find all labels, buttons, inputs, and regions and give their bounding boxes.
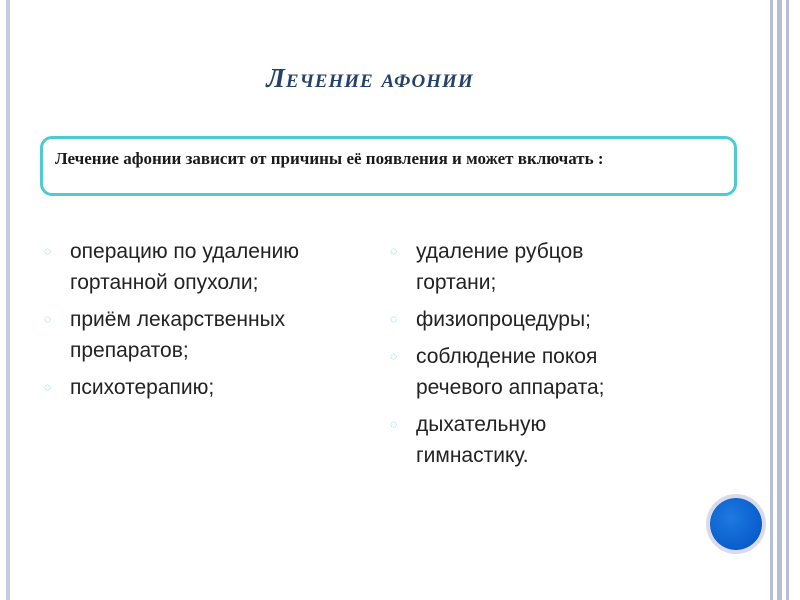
right-bullet-list bbox=[388, 236, 658, 477]
left-bullet-list bbox=[42, 236, 362, 409]
list-item-text: соблюдение покоя речевого аппарата; bbox=[416, 345, 605, 399]
list-item-text: приём лекарственных препаратов; bbox=[70, 308, 286, 362]
bullet-icon: ◌ bbox=[390, 312, 398, 326]
bullet-icon: ◌ bbox=[44, 312, 52, 326]
right-frame-line bbox=[786, 0, 789, 600]
bullet-icon: ◌ bbox=[390, 349, 398, 363]
list-item bbox=[42, 304, 362, 366]
bullet-icon: ◌ bbox=[44, 244, 52, 258]
bullet-icon: ◌ bbox=[390, 244, 398, 258]
list-item-text: удаление рубцов гортани; bbox=[416, 240, 584, 294]
intro-box bbox=[40, 136, 737, 196]
right-frame-line bbox=[777, 0, 782, 600]
slide-title: Лечение афонии bbox=[266, 63, 474, 93]
list-item bbox=[388, 236, 658, 298]
list-item bbox=[388, 341, 658, 403]
list-item bbox=[42, 372, 362, 403]
list-item-text: дыхательную гимнастику. bbox=[416, 413, 547, 467]
list-item bbox=[388, 409, 658, 471]
list-item-text: операцию по удалению гортанной опухоли; bbox=[70, 240, 300, 294]
intro-text: Лечение афонии зависит от причины её появления и может включать : bbox=[55, 149, 604, 168]
list-item bbox=[388, 304, 658, 335]
bullet-icon: ◌ bbox=[44, 380, 52, 394]
bullet-icon: ◌ bbox=[390, 417, 398, 431]
list-item-text: физиопроцедуры; bbox=[416, 308, 591, 331]
right-frame-line bbox=[770, 0, 773, 600]
navigation-circle-button[interactable] bbox=[710, 498, 762, 550]
list-item bbox=[42, 236, 362, 298]
list-item-text: психотерапию; bbox=[70, 376, 215, 399]
